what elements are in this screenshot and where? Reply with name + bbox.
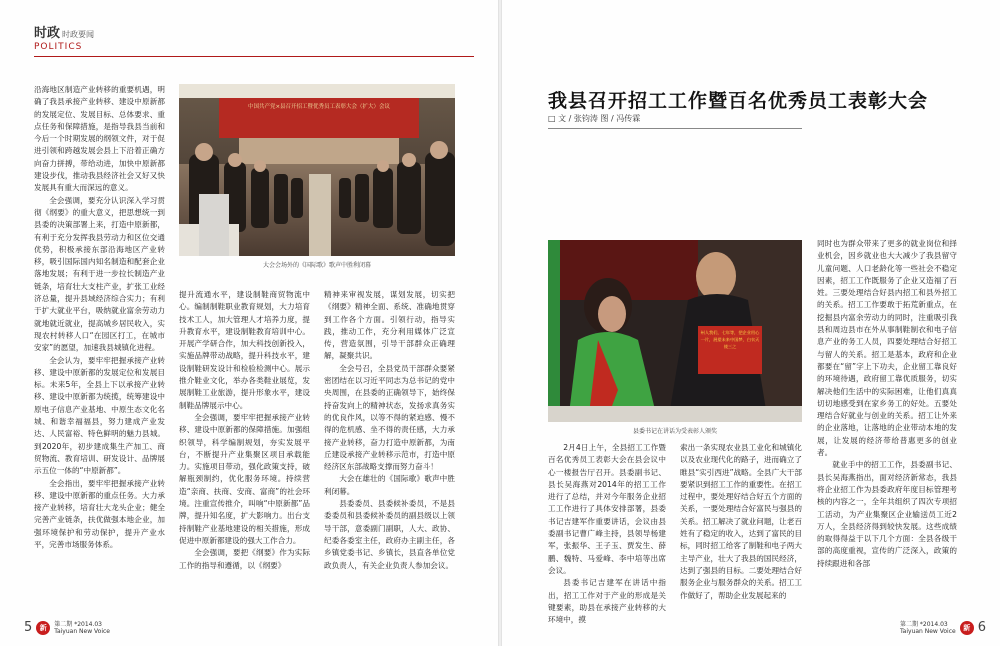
paragraph: 同时也为群众带来了更多的就业岗位和择业机会，因乡就业也大大减少了我县留守儿童问题、人口老龄化等一些社会不稳定因素，招工工作既服务了企业又造福了百姓。三要处理结合好县内招工和县外招工的关系。招工工作要敢于拓荒新重点，在挖掘县内富余劳动力的同时，注重吸引我县和周边县市在外从事制鞋制衣和电子信息产业的务工人员，四要处理结合好招工与留人的关系。招工是基本，政府和企业都要在“留”字上下功夫，企业留工靠良好的环境待遇，政府留工靠优质服务，切实解决他们生活中的实际困难，让他们真真切切地感受到在家乡务工的好处。五要处理结合好就业与创业的关系。招工让外来的企业落地，让落地的企业带动本地的发展，让发展的经济带给普惠更多的创业者。 <box>817 239 957 458</box>
paragraph: 精神来审视发展，谋划发展，切实把《纲要》精神全面、系统、准确地贯穿到工作各个方面。引领行动，指导实践，推动工作，充分利用媒体广泛宣传，营造氛围，引导干部群众正确理解，凝聚共识。 <box>324 290 455 361</box>
paragraph: 全会强调，要牢牢把握承接产业转移、建设中原新都的保障措施。加强组织领导，科学编制规划，夯实发展平台，不断提升产业集聚区项目承载能力。实施项目带动，强化政策支持，破解瓶颈制约，优化服务环境。持续营造“亲商、扶商、安商、富商”的社会环境。注重宣传推介，叫响“中原新都”品牌，提升知名度，扩大影响力。出台支持制鞋产业基地建设的相关措施，形成促进中原新都建设的强大工作合力。 <box>179 412 310 545</box>
page-number: 5 <box>24 620 33 635</box>
right-text-column-3 <box>817 238 957 614</box>
section-header <box>34 22 94 52</box>
paragraph: 就业手中的招工工作，县委副书记、县长吴海燕指出，面对经济新常态，我县将企业招工作为县委政府年度目标管理考核的内容之一，全年共组织了四次专项招工活动，为产业集聚区企业输送员工近2万人，全县经济得到较快发展。这些成绩的取得得益于以下几个方面：全县各级干部的高度重视，宣传的广泛深入，政策的持续跟进和各部 <box>817 460 957 568</box>
award-ceremony-image <box>548 240 802 422</box>
right-text-column-1 <box>548 442 666 625</box>
paragraph: 全会强调，要把《纲要》作为实际工作的指导和遵循，以《纲要》 <box>179 548 310 570</box>
meeting-photo <box>179 84 455 256</box>
article-byline: □ 文 / 张钧涛 图 / 冯传霖 <box>548 114 641 123</box>
paragraph: 全会认为，要牢牢把握承接产业转移、建设中原新都的发展定位和发展目标。未来5年，全县上下以承接产业转移、建设中原新都为统揽，统筹建设中原电子信息产业基地、中原生态文化名城、和谐幸福福县，努力建成产业发达、人民富裕、特色鲜明的魅力县城。到2020年，初步建成集生产加工、商贸物流、教育培训、研发设计、品牌展示五位一体的“中原新都”。 <box>34 355 165 476</box>
award-board-text: 州人我们，七年等，把企业用心一片，展望未来中国梦，白衣天使三之 <box>700 330 760 349</box>
magazine-info <box>54 621 110 635</box>
magazine-name: Taiyuan New Voice <box>54 627 110 635</box>
paragraph: 县委委员、县委候补委员，不是县委委员和县委候补委员的副县级以上领导干部，意委副门副职，人大、政协、纪委各委室主任，政府办主副主任，各乡镇党委书记、乡镇长，县直各单位党政负责人，有关企业负责人参加会议。 <box>324 499 455 570</box>
right-text-column-2 <box>680 442 802 612</box>
magazine-name: Taiyuan New Voice <box>900 627 956 635</box>
magazine-logo-icon: 新 <box>36 621 50 635</box>
page-number: 6 <box>977 620 986 635</box>
left-text-column-3 <box>324 289 455 614</box>
paragraph: 索出一条实现农业县工业化和城镇化以及农业现代化的路子，进而确立了睢县“实引西进”战略。全县广大干部要紧识到招工工作的重要性。在招工过程中，要处理好结合好五个方面的关系，一要处理结合好富民与强县的关系。招工解决了就业问题，让老百姓有了稳定的收入，达到了富民的目标，同时招工给客了制鞋和电子两大主导产业，壮大了我县的国民经济，达到了强县的目标。二要处理结合好服务企业与服务群众的关系。招工工作做好了，帮助企业发展起来的 <box>680 443 802 600</box>
left-folio <box>24 620 110 635</box>
paragraph: 全会号召，全县党员干部群众要紧密团结在以习近平同志为总书记的党中央周围，在县委的正确领导下，始终保持奋发向上的精神状态，发扬求真务实的优良作风，以等不得的紧迫感、慢不得的危机感、坐不得的责任感，大力承接产业转移，奋力打造中原新都，为南丘建设承接产业转移示范市，打造中原经济区东部战略支撑而努力奋斗！ <box>324 363 455 472</box>
section-subtitle: 时政要闻 <box>62 30 95 39</box>
paragraph: 全会强调，要充分认识深入学习贯彻《纲要》的重大意义，把思想统一到县委的决策部署上来，打造中原新都，有利于充分发挥我县劳动力和区位交通优势，积极承接东部沿海地区产业转移，吸引国际国内知名制造和配套企业落地发展；有利于进一步拉长制造产业链条，培育壮大支柱产业，扩张工业经济总量，提升县域经济综合实力；有利于扩大就业平台，吸纳就业富余劳动力就地就近就业，提高城乡居民收入，实现农村转移人口“在园区打工，在城市安家”的愿望，加速我县城镇化进程。 <box>34 195 165 353</box>
left-page <box>0 0 498 646</box>
title-rule <box>548 128 802 129</box>
paragraph: 县委书记吉建军在讲话中指出，招工工作对于产业的形成是关键要素，助县在承接产业转移的大环境中，摸 <box>548 578 666 625</box>
article-title: 我县召开招工工作暨百名优秀员工表彰大会 <box>548 90 929 112</box>
section-english: POLITICS <box>34 42 83 52</box>
left-text-column-2 <box>179 289 310 614</box>
right-folio <box>900 620 986 635</box>
meeting-banner: 中国共产党×县召开招工暨优秀员工表彰大会（扩大）会议 <box>247 104 391 110</box>
paragraph: 大会在雄壮的《国际歌》歌声中胜利闭幕。 <box>324 474 455 496</box>
section-rule <box>34 56 474 57</box>
paragraph: 沿海地区制造产业转移的重要机遇，明确了我县承接产业转移、建设中原新都的发展定位、发展目标、总体要求、重点任务和保障措施，是指导我县当前和今后一个时期发展的纲领文件，对于促进引领和跨越发展会县上下沿着正确方向奋力拼搏，带给动进，加快中原新都建设步伐，推动我县经济社会又好又快发展具有重大而深远的意义。 <box>34 85 165 193</box>
issue: 第二期 *2014.03 <box>54 620 103 628</box>
magazine-logo-icon: 新 <box>960 621 974 635</box>
magazine-info <box>900 621 956 635</box>
award-photo <box>548 240 802 422</box>
paragraph: 全会指出，要牢牢把握承接产业转移、建设中原新都的重点任务。大力承接产业转移，培育壮大龙头企业；健全完善产业链条，扶优做强本地企业，加强环境保护和劳动保护，提升产业水平，完善市场服务体系。 <box>34 478 165 549</box>
paragraph: 2月4日上午，全县招工工作暨百名优秀员工表彰大会在县会议中心一楼报告厅召开。县委副书记、县长吴海燕对2014年的招工工作进行了总结，并对今年服务企业招工工作进行了具体安排部署，县委书记吉建军作重要讲话，会议由县委副书记曹广峰主持，县领导杨建军，张振华、王子玉、贾发生、薛鹏、魏特、马爱峰、李中培等出席会议。 <box>548 443 666 575</box>
section-title: 时政 <box>34 26 61 41</box>
left-text-column-1 <box>34 84 165 614</box>
issue: 第二期 *2014.03 <box>900 620 948 628</box>
meeting-photo-caption: 大会会场外的《国际歌》歌声中胜利闭幕 <box>262 262 371 269</box>
paragraph: 提升流通水平，建设制鞋商贸物流中心。编制制鞋职业教育规划，大力培育技术工人，加大管理人才培养力度，提升教育水平，建设制鞋教育培训中心。开展产学研合作，加大科技创新投入，实施品牌带动战略，提升科技水平，建设制鞋研发设计和检验检测中心。展示推介鞋业文化，举办各类鞋业展览，发展制鞋工业旅游，提升形象水平，建设制鞋品牌展示中心。 <box>179 290 310 410</box>
award-photo-caption: 县委书记在讲话为受表彰人颁奖 <box>632 428 717 435</box>
